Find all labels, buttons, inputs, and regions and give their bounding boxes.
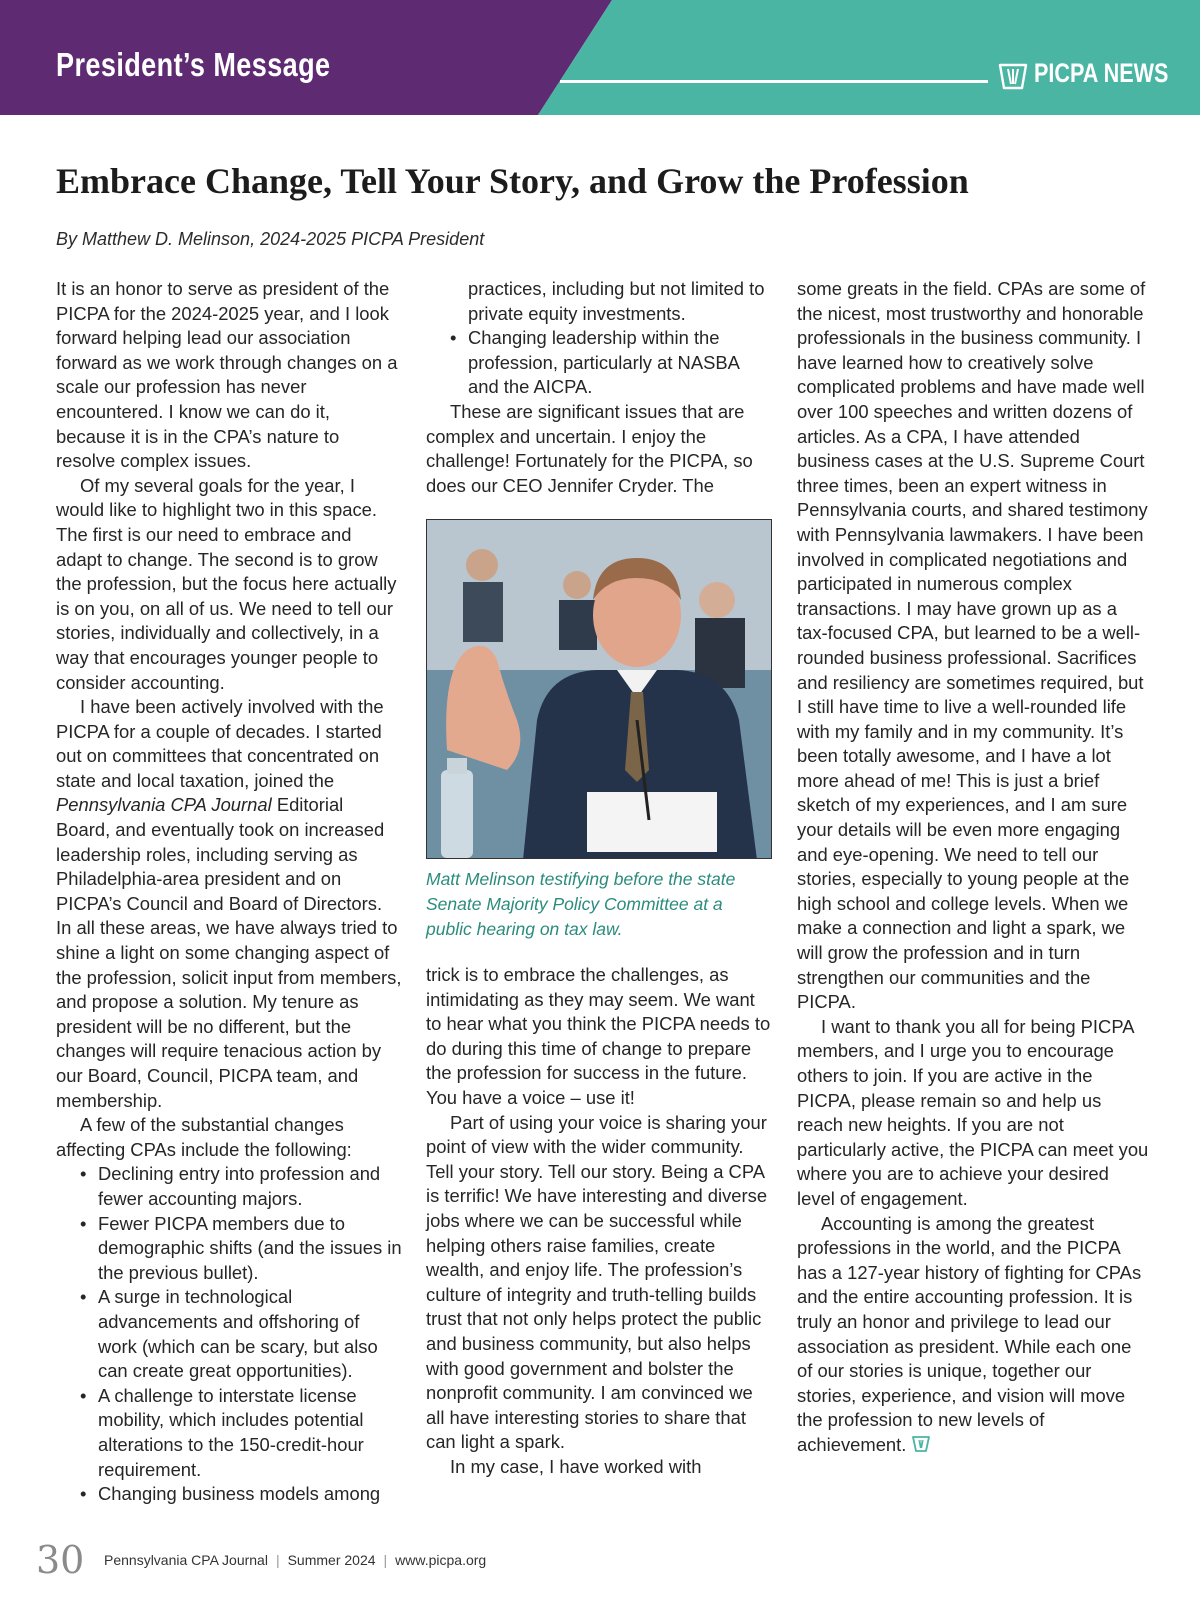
- paragraph-text: Editorial Board, and eventually took on increased leadership roles, including serving as Philadelphia-area president and on PICPA’s Council and Board of Directors. In all these areas, we have always tried to shine a light on some changing aspect of the profession, solicit input from members, and propose a solution. My tenure as president will be no different, but the changes will require tenacious action by our Board, Council, PICPA team, and membership.: [56, 794, 402, 1111]
- list-item: • Fewer PICPA members due to demographic shifts (and the issues in the previous bullet).: [56, 1212, 402, 1286]
- footer-publication: Pennsylvania CPA Journal: [104, 1552, 268, 1568]
- list-item: • A challenge to interstate license mobility, which includes potential alterations to the 150-credit-hour requirement.: [56, 1384, 402, 1482]
- footer-separator: |: [275, 1552, 280, 1568]
- list-item: • Declining entry into profession and fewer accounting majors.: [56, 1162, 402, 1211]
- paragraph: I want to thank you all for being PICPA members, and I urge you to encourage others to join. If you are active in the PICPA, please remain so and help us reach new heights. If you are not particularly active, the PICPA can meet you where you are to achieve your desired level of engagement.: [797, 1015, 1149, 1209]
- article-headline: Embrace Change, Tell Your Story, and Grow the Profession: [56, 161, 969, 201]
- paragraph: Of my several goals for the year, I would like to highlight two in this space. The first is our need to embrace and adapt to change. The second is to grow the profession, but the focus here actually is on you, on all of us. We need to tell our stories, individually and collectively, in a way that encourages younger people to consider accounting.: [56, 474, 397, 693]
- changes-list-continued: [426, 277, 771, 400]
- section-banner: [0, 0, 1200, 115]
- article-column-2-bottom: [426, 963, 771, 1479]
- article-photo: [426, 519, 772, 859]
- footer-url[interactable]: www.picpa.org: [395, 1552, 487, 1568]
- article-column-2-top: [426, 277, 771, 498]
- paragraph: Part of using your voice is sharing your point of view with the wider community. Tell your story. Tell our story. Being a CPA is terrific! We have interesting and diverse jobs where we can be successful while helping others raise families, create wealth, and enjoy life. The profession’s culture of integrity and truth-telling builds trust that not only helps protect the public and business community, but also helps with good government and bolster the nonprofit community. I am convinced we all have interesting stories to share that can light a spark.: [426, 1111, 768, 1453]
- page-footer: [104, 1552, 486, 1568]
- paragraph: trick is to embrace the challenges, as intimidating as they may seem. We want to hear what you think the PICPA needs to do during this time of change to prepare the profession for success in the future. You have a voice – use it!: [426, 964, 771, 1108]
- paragraph: [797, 1212, 1149, 1458]
- paragraph: [56, 695, 402, 1113]
- banner-rule: [560, 80, 988, 83]
- list-item: practices, including but not limited to private equity investments.: [468, 278, 765, 324]
- footer-separator: |: [383, 1552, 388, 1568]
- changes-list: [56, 1162, 402, 1506]
- paragraph: A few of the substantial changes affecting CPAs include the following:: [56, 1114, 352, 1160]
- paragraph: These are significant issues that are complex and uncertain. I enjoy the challenge! Fortunately for the PICPA, so does our CEO Jennifer Cryder. The: [426, 400, 753, 496]
- photo-illustration: [427, 520, 772, 859]
- paragraph: It is an honor to serve as president of the PICPA for the 2024-2025 year, and I look forward helping lead our association forward as we work through changes on a scale our profession has never encountered. I know we can do it, because it is in the CPA’s nature to resolve complex issues.: [56, 278, 398, 472]
- page-number: 30: [36, 1538, 85, 1582]
- photo-caption: Matt Melinson testifying before the state Senate Majority Policy Committee at a public hearing on tax law.: [426, 869, 736, 939]
- paragraph: In my case, I have worked with: [450, 1455, 702, 1477]
- paragraph-text: I have been actively involved with the PICPA for a couple of decades. I started out on committees that concentrated on state and local taxation, joined the: [56, 696, 384, 791]
- list-item: • A surge in technological advancements and offshoring of work (which can be scary, but also can create great opportunities).: [56, 1285, 402, 1383]
- list-item: • Changing leadership within the profession, particularly at NASBA and the AICPA.: [426, 326, 771, 400]
- article-column-3: [797, 277, 1149, 1458]
- footer-issue: Summer 2024: [287, 1552, 376, 1568]
- picpa-logo-icon: [998, 62, 1028, 90]
- news-label: PICPA NEWS: [1034, 58, 1169, 88]
- article-byline: By Matthew D. Melinson, 2024-2025 PICPA President: [56, 229, 485, 249]
- list-item: • Changing business models among: [56, 1482, 402, 1507]
- article-column-1: [56, 277, 402, 1507]
- paragraph-text: Accounting is among the greatest professions in the world, and the PICPA has a 127-year history of fighting for CPAs and the entire accounting profession. It is truly an honor and privilege to lead our association as president. While each one of our stories is unique, together our stories, experience, and vision will move the profession to new levels of achievement.: [797, 1212, 1142, 1455]
- end-mark-icon: [912, 1435, 930, 1453]
- section-title: President’s Message: [56, 46, 331, 83]
- journal-title: Pennsylvania CPA Journal: [56, 794, 272, 816]
- paragraph: some greats in the field. CPAs are some of the nicest, most trustworthy and honorable professionals in the business community. I have learned how to creatively solve complicated problems and have made well over 100 speeches and written dozens of articles. As a CPA, I have attended business cases at the U.S. Supreme Court three times, been an expert witness in Pennsylvania courts, and shared testimony with Pennsylvania lawmakers. I have been involved in complicated negotiations and participated in numerous complex transactions. I may have grown up as a tax-focused CPA, but learned to be a well-rounded business professional. Sacrifices and resiliency are sometimes required, but I still have time to live a well-rounded life with my family and in my community. It’s been totally awesome, and I have a lot more ahead of me! This is just a brief sketch of my experiences, and I am sure your details will be even more engaging and eye-opening. We need to tell our stories, especially to young people at the high school and college levels. When we make a connection and light a spark, we will grow the profession and in turn strengthen our communities and the PICPA.: [797, 278, 1148, 1013]
